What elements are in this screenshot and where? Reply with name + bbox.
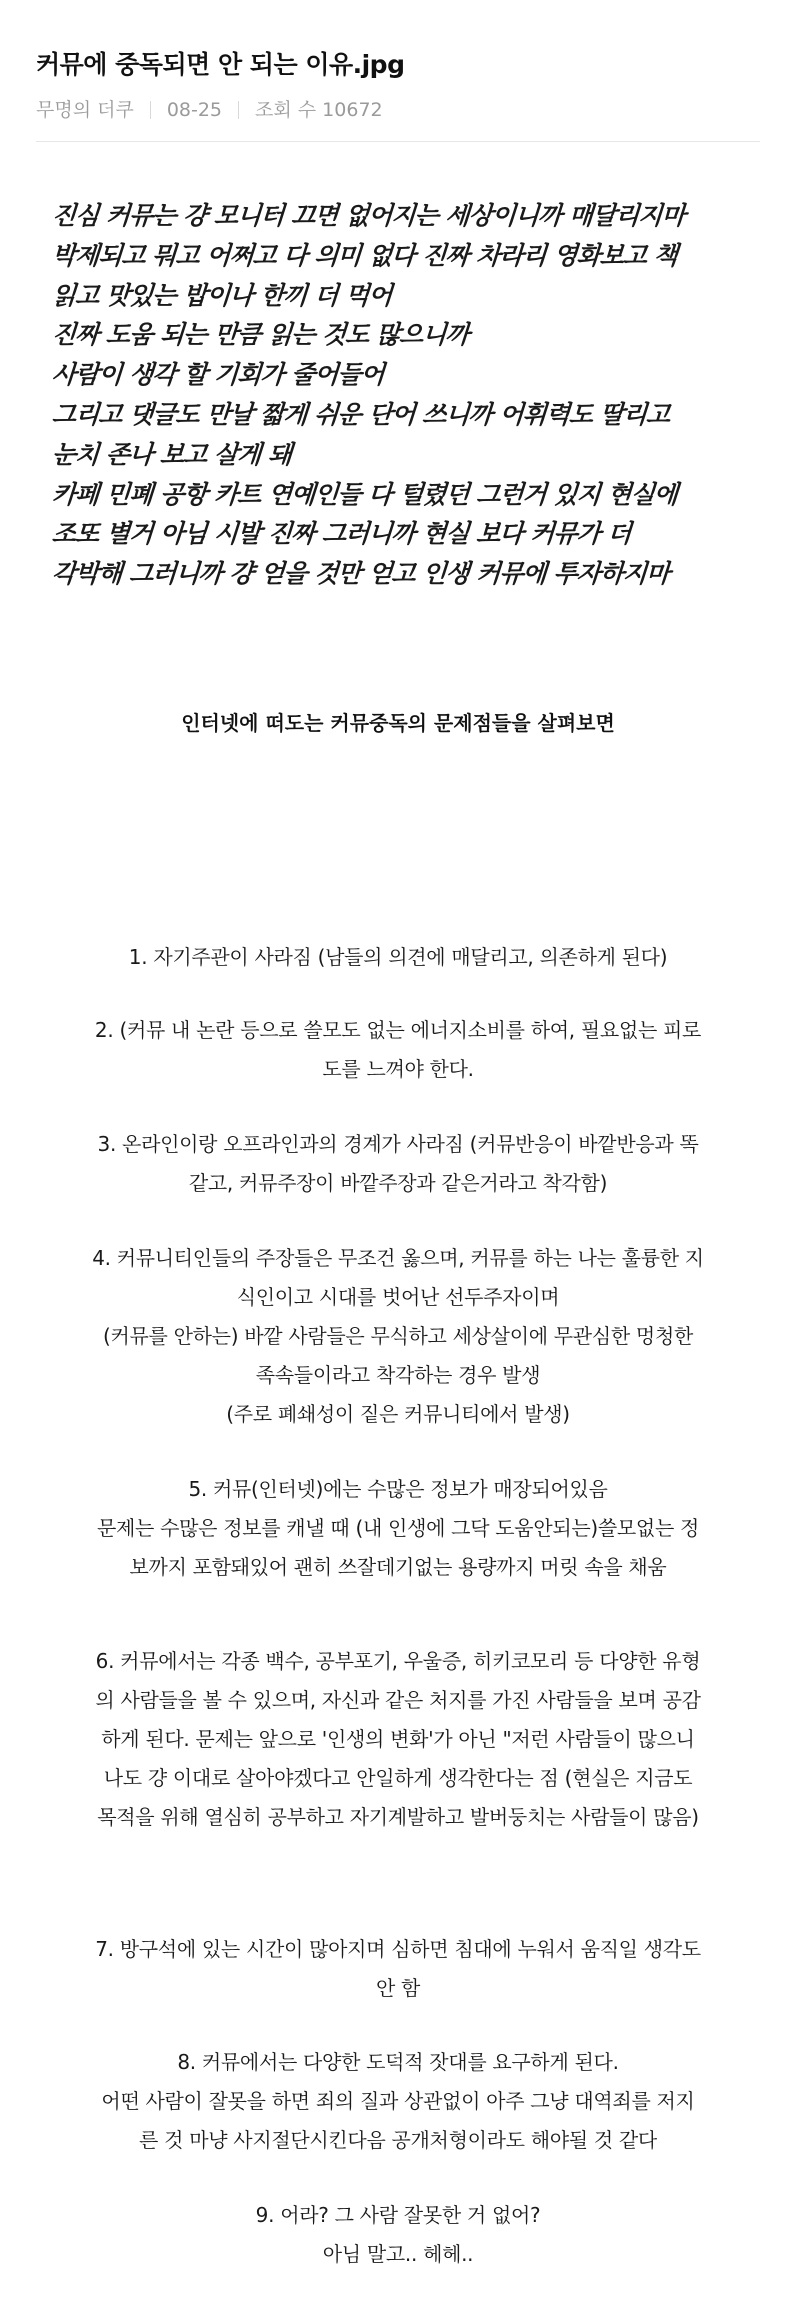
post-views: 조회 수 10672 xyxy=(255,99,383,121)
handwritten-line: 진심 커뮤는 걍 모니터 끄면 없어지는 세상이니까 매달리지마 xyxy=(51,201,686,230)
point-5 xyxy=(58,1470,738,1587)
point-line: 1. 자기주관이 사라짐 (남들의 의견에 매달리고, 의존하게 된다) xyxy=(128,945,668,969)
point-line: 목적을 위해 열심히 공부하고 자기계발하고 발버둥치는 사람들이 많음) xyxy=(97,1805,699,1829)
handwritten-line: 박제되고 뭐고 어쩌고 다 의미 없다 진짜 차라리 영화보고 책 xyxy=(51,240,678,270)
point-line: 같고, 커뮤주장이 바깥주장과 같은거라고 착각함) xyxy=(188,1171,608,1195)
point-line: 족속들이라고 착각하는 경우 발생 xyxy=(255,1363,541,1387)
handwritten-line: 카페 민폐 공항 카트 연예인들 다 털렸던 그런거 있지 현실에 xyxy=(51,479,678,509)
point-line: 3. 온라인이랑 오프라인과의 경계가 사라짐 (커뮤반응이 바깥반응과 똑 xyxy=(97,1132,699,1156)
point-7 xyxy=(58,1930,738,2008)
point-3 xyxy=(58,1125,738,1203)
point-4 xyxy=(58,1239,738,1434)
point-line: 8. 커뮤에서는 다양한 도덕적 잣대를 요구하게 된다. xyxy=(177,2050,619,2074)
meta-separator xyxy=(238,101,239,119)
point-line: 문제는 수많은 정보를 캐낼 때 (내 인생에 그닥 도움안되는)쓸모없는 정 xyxy=(96,1516,700,1540)
point-9 xyxy=(58,2196,738,2274)
handwritten-line: 눈치 존나 보고 살게 돼 xyxy=(51,439,293,469)
post-title: 커뮤에 중독되면 안 되는 이유.jpg xyxy=(36,50,405,79)
intro-heading: 인터넷에 떠도는 커뮤중독의 문제점들을 살펴보면 xyxy=(181,711,615,735)
post-author[interactable]: 무명의 더쿠 xyxy=(36,99,134,121)
point-6 xyxy=(58,1642,738,1837)
point-line: (커뮤를 안하는) 바깥 사람들은 무식하고 세상살이에 무관심한 멍청한 xyxy=(103,1324,693,1348)
point-line: 아님 말고.. 헤헤.. xyxy=(322,2242,474,2266)
point-line: 안 함 xyxy=(375,1976,421,2000)
point-8 xyxy=(58,2043,738,2160)
point-line: 도를 느껴야 한다. xyxy=(322,1057,474,1081)
point-line: 4. 커뮤니티인들의 주장들은 무조건 옳으며, 커뮤를 하는 나는 훌륭한 지 xyxy=(92,1246,704,1270)
point-2 xyxy=(58,1011,738,1089)
point-line: 하게 된다. 문제는 앞으로 '인생의 변화'가 아닌 "저런 사람들이 많으니 xyxy=(101,1727,695,1751)
point-line: 른 것 마냥 사지절단시킨다음 공개처형이라도 해야될 것 같다 xyxy=(139,2128,657,2152)
meta-separator xyxy=(150,101,151,119)
point-line: 2. (커뮤 내 논란 등으로 쓸모도 없는 에너지소비를 하여, 필요없는 피로 xyxy=(94,1018,702,1042)
post-date: 08-25 xyxy=(166,99,223,121)
post-header xyxy=(36,48,760,122)
point-line: 9. 어라? 그 사람 잘못한 거 없어? xyxy=(255,2203,541,2227)
point-line: 나도 걍 이대로 살아야겠다고 안일하게 생각한다는 점 (현실은 지금도 xyxy=(103,1766,693,1790)
handwritten-line: 그리고 댓글도 만날 짧게 쉬운 단어 쓰니까 어휘력도 딸리고 xyxy=(51,399,671,429)
point-line: 의 사람들을 볼 수 있으며, 자신과 같은 처지를 가진 사람들을 보며 공감 xyxy=(95,1688,701,1712)
handwritten-line: 사람이 생각 할 기회가 줄어들어 xyxy=(51,360,385,390)
point-line: 보까지 포함돼있어 괜히 쓰잘데기없는 용량까지 머릿 속을 채움 xyxy=(129,1555,667,1579)
point-line: 어떤 사람이 잘못을 하면 죄의 질과 상관없이 아주 그냥 대역죄를 저지 xyxy=(101,2089,695,2113)
handwritten-line: 각박해 그러니까 걍 얻을 것만 얻고 인생 커뮤에 투자하지마 xyxy=(51,559,671,589)
point-line: 식인이고 시대를 벗어난 선두주자이며 xyxy=(236,1285,560,1309)
point-line: 6. 커뮤에서는 각종 백수, 공부포기, 우울증, 히키코모리 등 다양한 유형 xyxy=(95,1649,701,1673)
point-line: 7. 방구석에 있는 시간이 많아지며 심하면 침대에 누워서 움직일 생각도 xyxy=(95,1937,701,1961)
header-divider xyxy=(36,141,760,142)
handwritten-line: 읽고 맛있는 밥이나 한끼 더 먹어 xyxy=(51,280,393,310)
post-meta xyxy=(36,98,760,122)
handwritten-line: 진짜 도움 되는 만큼 읽는 것도 많으니까 xyxy=(51,320,470,350)
point-line: 5. 커뮤(인터넷)에는 수많은 정보가 매장되어있음 xyxy=(188,1477,608,1501)
point-line: (주로 폐쇄성이 짙은 커뮤니티에서 발생) xyxy=(226,1402,570,1426)
point-1 xyxy=(58,938,738,977)
handwritten-note-image xyxy=(52,196,752,626)
handwritten-line: 조또 별거 아님 시발 진짜 그러니까 현실 보다 커뮤가 더 xyxy=(51,519,632,549)
